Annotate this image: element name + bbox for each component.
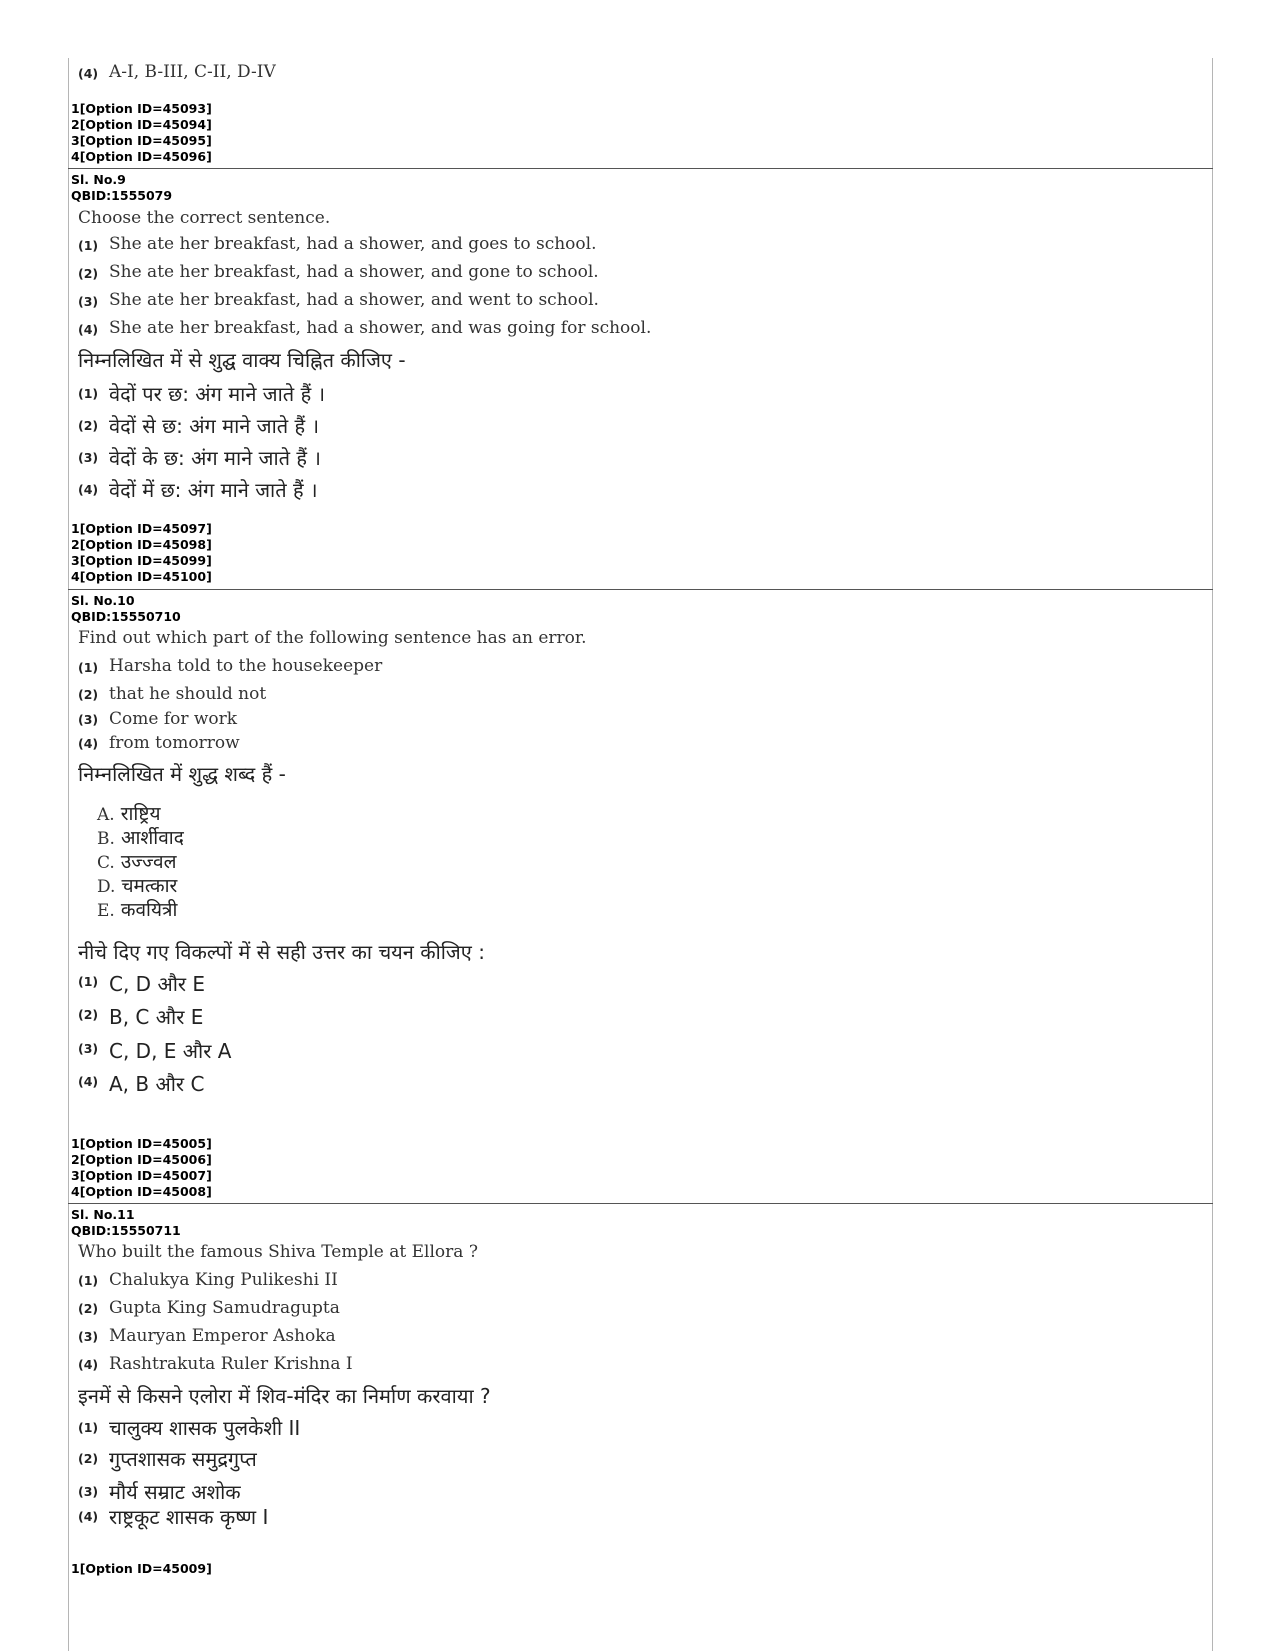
question-divider bbox=[68, 168, 1213, 169]
option-number: (4) bbox=[78, 736, 99, 751]
list-label: C. bbox=[97, 853, 115, 873]
option-text: C, D और E bbox=[109, 972, 206, 996]
option-number: (4) bbox=[78, 482, 99, 497]
option-number: (3) bbox=[78, 1484, 99, 1499]
question-header bbox=[71, 172, 172, 204]
option-text: चालुक्य शासक पुलकेशी II bbox=[109, 1416, 301, 1440]
question-text-en: Choose the correct sentence. bbox=[78, 208, 331, 228]
option-text: She ate her breakfast, had a shower, and went to school. bbox=[109, 290, 599, 310]
option-id: 4[Option ID=45100] bbox=[71, 569, 212, 584]
list-text: राष्ट्रिय bbox=[120, 803, 161, 825]
option-number: (4) bbox=[78, 1509, 99, 1524]
option-id: 4[Option ID=45096] bbox=[71, 149, 212, 164]
list-item bbox=[97, 896, 184, 920]
option-id: 1[Option ID=45005] bbox=[71, 1136, 212, 1151]
statement-list bbox=[97, 800, 184, 920]
option-number: (3) bbox=[78, 450, 99, 465]
left-border bbox=[68, 58, 69, 1651]
serial-number: Sl. No.11 bbox=[71, 1207, 135, 1222]
option-text: मौर्य सम्राट अशोक bbox=[109, 1480, 241, 1504]
list-item bbox=[97, 800, 184, 824]
option-number: (4) bbox=[78, 322, 99, 337]
option-text: वेदों में छ: अंग माने जाते हैं । bbox=[109, 478, 318, 502]
list-item bbox=[97, 824, 184, 848]
list-label: A. bbox=[97, 805, 115, 825]
option-id-list bbox=[71, 1136, 212, 1200]
option-number: (1) bbox=[78, 386, 99, 401]
list-label: E. bbox=[97, 901, 115, 921]
option-text: that he should not bbox=[109, 684, 267, 704]
option-text: राष्ट्रकूट शासक कृष्ण I bbox=[109, 1505, 269, 1529]
option-text: B, C और E bbox=[109, 1005, 204, 1029]
option-number: (3) bbox=[78, 294, 99, 309]
option-number: (2) bbox=[78, 1451, 99, 1466]
qbid: QBID:1555079 bbox=[71, 188, 173, 203]
option-id: 2[Option ID=45098] bbox=[71, 537, 212, 552]
question-divider bbox=[68, 589, 1213, 590]
list-text: चमत्कार bbox=[121, 875, 178, 897]
option-text: वेदों के छ: अंग माने जाते हैं । bbox=[109, 446, 321, 470]
serial-number: Sl. No.9 bbox=[71, 172, 126, 187]
option-text: Harsha told to the housekeeper bbox=[109, 656, 383, 676]
option-text: from tomorrow bbox=[109, 733, 240, 753]
option-number: (2) bbox=[78, 418, 99, 433]
option-id-list bbox=[71, 1561, 212, 1577]
right-border bbox=[1212, 58, 1213, 1651]
option-text: A-I, B-III, C-II, D-IV bbox=[109, 62, 276, 82]
option-number: (1) bbox=[78, 1273, 99, 1288]
option-text: Mauryan Emperor Ashoka bbox=[109, 1326, 336, 1346]
option-number: (2) bbox=[78, 1301, 99, 1316]
option-text: She ate her breakfast, had a shower, and was going for school. bbox=[109, 318, 652, 338]
instruction-text-hi: नीचे दिए गए विकल्पों में से सही उत्तर का चयन कीजिए : bbox=[78, 940, 485, 964]
option-id: 3[Option ID=45007] bbox=[71, 1168, 212, 1183]
option-number: (1) bbox=[78, 1420, 99, 1435]
option-id: 2[Option ID=45006] bbox=[71, 1152, 212, 1167]
option-id-list bbox=[71, 101, 212, 165]
option-text: वेदों से छ: अंग माने जाते हैं । bbox=[109, 414, 320, 438]
option-number: (2) bbox=[78, 687, 99, 702]
list-text: उज्ज्वल bbox=[120, 851, 177, 873]
option-id: 3[Option ID=45099] bbox=[71, 553, 212, 568]
list-label: D. bbox=[97, 877, 116, 897]
list-text: कवयित्री bbox=[120, 899, 178, 921]
option-id: 2[Option ID=45094] bbox=[71, 117, 212, 132]
option-text: Come for work bbox=[109, 709, 238, 729]
option-id: 3[Option ID=45095] bbox=[71, 133, 212, 148]
question-text-en: Who built the famous Shiva Temple at Ellora ? bbox=[78, 1242, 478, 1262]
list-item bbox=[97, 848, 184, 872]
question-text-hi: इनमें से किसने एलोरा में शिव-मंदिर का निर्माण करवाया ? bbox=[78, 1384, 491, 1408]
question-divider bbox=[68, 1203, 1213, 1204]
option-number: (4) bbox=[78, 66, 99, 81]
option-text: C, D, E और A bbox=[109, 1039, 232, 1063]
list-text: आर्शीवाद bbox=[120, 827, 184, 849]
option-text: वेदों पर छ: अंग माने जाते हैं । bbox=[109, 382, 326, 406]
option-number: (2) bbox=[78, 266, 99, 281]
option-number: (1) bbox=[78, 238, 99, 253]
option-text: A, B और C bbox=[109, 1072, 205, 1096]
serial-number: Sl. No.10 bbox=[71, 593, 135, 608]
option-number: (1) bbox=[78, 974, 99, 989]
question-text-hi: निम्नलिखित में शुद्ध शब्द हैं - bbox=[78, 762, 286, 786]
option-number: (3) bbox=[78, 712, 99, 727]
option-text: She ate her breakfast, had a shower, and goes to school. bbox=[109, 234, 597, 254]
option-id-list bbox=[71, 521, 212, 585]
option-number: (4) bbox=[78, 1074, 99, 1089]
option-id: 1[Option ID=45093] bbox=[71, 101, 212, 116]
option-number: (2) bbox=[78, 1007, 99, 1022]
option-number: (1) bbox=[78, 660, 99, 675]
qbid: QBID:15550710 bbox=[71, 609, 181, 624]
option-text: Chalukya King Pulikeshi II bbox=[109, 1270, 338, 1290]
option-id: 4[Option ID=45008] bbox=[71, 1184, 212, 1199]
option-number: (4) bbox=[78, 1357, 99, 1372]
list-label: B. bbox=[97, 829, 115, 849]
question-text-hi: निम्नलिखित में से शुद्घ वाक्य चिह्नित कीजिए - bbox=[78, 348, 406, 372]
question-text-en: Find out which part of the following sentence has an error. bbox=[78, 628, 587, 648]
option-text: She ate her breakfast, had a shower, and gone to school. bbox=[109, 262, 599, 282]
option-text: गुप्तशासक समुद्रगुप्त bbox=[109, 1447, 257, 1471]
option-id: 1[Option ID=45097] bbox=[71, 521, 212, 536]
question-header bbox=[71, 1207, 181, 1239]
option-number: (3) bbox=[78, 1041, 99, 1056]
option-text: Rashtrakuta Ruler Krishna I bbox=[109, 1354, 353, 1374]
question-header bbox=[71, 593, 181, 625]
option-number: (3) bbox=[78, 1329, 99, 1344]
list-item bbox=[97, 872, 184, 896]
option-text: Gupta King Samudragupta bbox=[109, 1298, 340, 1318]
qbid: QBID:15550711 bbox=[71, 1223, 181, 1238]
option-id: 1[Option ID=45009] bbox=[71, 1561, 212, 1576]
